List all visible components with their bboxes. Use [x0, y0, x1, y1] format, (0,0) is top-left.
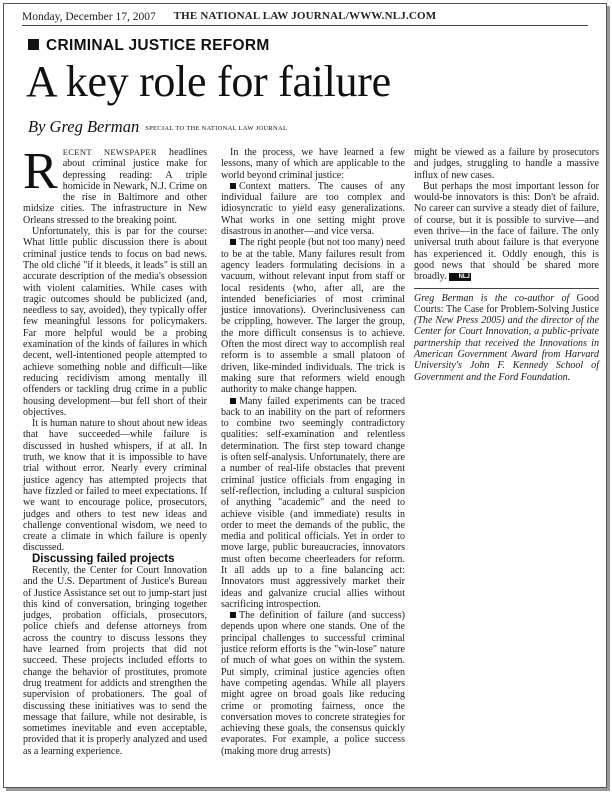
paragraph — [414, 181, 599, 283]
paragraph: It is human nature to shout about new ideas that have succeeded—while failure is discussed in hushed whispers, if at all. In truth, we know that it is impossible to have trial without error. Nearly every criminal justice agency has attempted projects that have fizzled or failed to meet expectations. If we want to encourage police, prosecutors, judges and others to test new ideas and challenge conventional wisdom, we need to create a climate in which failure is openly discussed. — [23, 418, 207, 554]
column-2 — [221, 147, 405, 757]
paragraph-text: Many failed experiments can be traced back to an inability on the part of reformers to combine two seemingly contradictory qualities: self-examination and relentless determination. The first step toward change is often self-analysis. Unfortunately, there are a number of real-life obstacles that prevent criminal justice officials from engaging in self-reflection, including a cultural suspicion of anything "academic" and the need to achieve visible (and immediate) results in order to meet the demands of the public, the media and political officials. Yet in order to move large, public bureaucracies, innovators must often become cheerleaders for reform. It all adds up to a fine balancing act: Innovators must aggressively market their ideas and galvanize crucial allies without sacrificing introspection. — [221, 395, 405, 610]
paragraph — [23, 143, 207, 226]
section-label-text: CRIMINAL JUSTICE REFORM — [46, 37, 270, 54]
paragraph: Recently, the Center for Court Innovation and the U.S. Department of Justice's Bureau of Justice Assistance set out to jump-start just this kind of conversation, bringing together judges, probation officials, prosecutors, police chiefs and defense attorneys from across the country to discuss lessons they have learned from projects that did not succeed. These projects included efforts to change the behavior of prostitutes, promote drug treatment for addicts and strengthen the supervision of probationers. The goal of discussing these initiatives was to send the message that failure, while not desirable, is sometimes inevitable and even acceptable, provided that it is properly analyzed and used as a learning experience. — [23, 564, 207, 757]
page-frame — [3, 3, 607, 788]
byline-author: By Greg Berman — [28, 117, 140, 136]
bio-text: (The New Press 2005) and the director of the Center for Court Innovation, a public-private partnership that received the Innovations in American Government Award from Harvard University's John F. Kennedy School of Government and the Ford Foundation. — [414, 315, 599, 383]
paragraph — [221, 610, 405, 757]
subhead: Discussing failed projects — [32, 552, 175, 565]
bio-text: Greg Berman is the co-author of — [414, 292, 577, 304]
column-3 — [414, 147, 599, 383]
paragraph: might be viewed as a failure by prosecutors and judges, struggling to handle a massive influx of new cases. — [414, 147, 599, 181]
bullet-square-icon — [230, 398, 236, 404]
paragraph-text: Context matters. The causes of any individual failure are too complex and idiosyncratic to yield easy generalizations. What works in one setting might prove disastrous in another—and vice versa. — [221, 180, 405, 238]
end-mark-icon: NLJ — [449, 273, 471, 281]
author-bio — [414, 293, 599, 383]
header-rule — [22, 25, 588, 26]
paragraph — [221, 237, 405, 395]
bio-rule — [414, 288, 599, 289]
page-header — [22, 8, 588, 24]
paragraph-text: headlines about criminal justice make for depressing reading: A triple homicide in Newark, N.J. Crime on the rise in Baltimore and other midsize cities. The infrastructure in New Orleans stressed to the breaking point. — [23, 147, 207, 226]
drop-cap: R — [23, 143, 58, 200]
bullet-square-icon — [230, 612, 236, 618]
paragraph — [221, 181, 405, 237]
paragraph: Unfortunately, this is par for the course: What little public discussion there is about criminal justice tends to focus on bad news. The old cliché "if it bleeds, it leads" is still an accurate description of the media's obsession with violent calamities. While cases with tragic outcomes should be publicized (and, needless to say, avoided), they typically offer few meaningful lessons for policymakers. Far more helpful would be a probing examination of the kinds of failures in which decent, well-intentioned people attempted to achieve something noble and difficult—like reducing recidivism among mentally ill offenders or tackling drug crime in a public housing development—but fell short of their objectives. — [23, 226, 207, 418]
paragraph-text: The right people (but not too many) need to be at the table. Many failures result from agency leaders formulating decisions in a vacuum, without relevant input from staff or local residents (who, after all, are the intended beneficiaries of most criminal justice innovations). Overinclusiveness can be crippling, however. The larger the group, the more difficult consensus is to achieve. Often the most direct way to accomplish real reform is to assemble a small platoon of driven, like-minded individuals. The trick is making sure that reformers wield enough authority to make change happen. — [221, 237, 405, 396]
paragraph: In the process, we have learned a few lessons, many of which are applicable to the world beyond criminal justice: — [221, 147, 405, 181]
lead-caps: ECENT NEWSPAPER — [62, 147, 157, 157]
bullet-square-icon — [230, 239, 236, 245]
column-1 — [23, 143, 207, 757]
paragraph — [221, 396, 405, 611]
headline: A key role for failure — [26, 57, 391, 106]
bullet-square-icon — [230, 183, 236, 189]
publication-name: THE NATIONAL LAW JOURNAL/WWW.NLJ.COM — [173, 10, 437, 22]
paragraph-text: But perhaps the most important lesson for would-be innovators is this: Don't be afraid. No career can survive a steady diet of failure, of course, but it is possible to survive—and even thrive—in the face of failure. The only universal truth about failure is that everyone has experienced it. Oddly enough, this is good news that should be shared more broadly. — [414, 180, 599, 283]
issue-date: Monday, December 17, 2007 — [22, 11, 156, 23]
section-square-icon — [28, 39, 39, 50]
paragraph-text: The definition of failure (and success) depends upon where one stands. One of the principal challenges to successful criminal justice reform efforts is the "win-lose" nature of much of what goes on within the system. Put simply, criminal justice agencies often have competing agendas. While all players might agree on broad goals like reducing crime or promoting fairness, once the conversation moves to concrete strategies for achieving these goals, the consensus quickly evaporates. For example, a police success (making more drug arrests) — [221, 610, 405, 757]
section-label — [28, 37, 270, 55]
byline-note: SPECIAL TO THE NATIONAL LAW JOURNAL — [145, 125, 288, 132]
bio-book-title: Good Courts: The Case for Problem-Solving Justice — [414, 292, 599, 315]
byline — [28, 117, 287, 137]
